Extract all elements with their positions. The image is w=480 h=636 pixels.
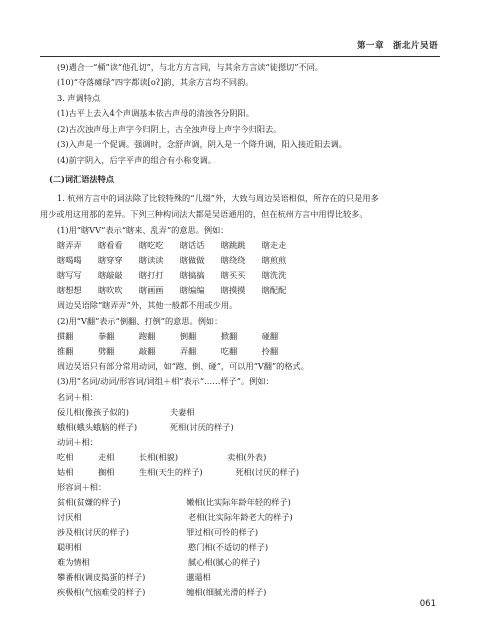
text-line: 推翻 劈翻 敲翻 弄翻 吃翻 拎翻 <box>57 346 279 356</box>
text-line: 掼翻 拳翻 跑翻 倒翻 掀翻 碰翻 <box>57 331 279 341</box>
page-number: 061 <box>419 599 436 609</box>
text-line: 贫相(贫嫌的样子) 嫩相(比实际年龄年轻的样子) <box>57 497 291 507</box>
text-line: 1. 杭州方言中的词法除了比较特殊的“儿缀”外，大致与周边吴语相似，所存在的只是用多 <box>57 193 379 203</box>
text-line: 攀番相(调皮捣蛋的样子) 邋遢相 <box>57 572 211 582</box>
section-heading: (二)词汇语法特点 <box>49 174 115 184</box>
text-line: (3)用“名词/动词/形容词/词组＋相”表示“……样子”。例如： <box>57 376 274 386</box>
text-line: 疾极相(气恼难受的样子) 缠相(细腻光滑的样子) <box>57 587 267 597</box>
text-line: (2)古次浊声母上声字今归阴上，古全浊声母上声字今归阳去。 <box>57 124 282 134</box>
text-line: 蛾相(蛾头蛾脑的样子) 死相(讨厌的样子) <box>57 422 234 432</box>
text-line: 瞎想想 瞎吹吹 瞎画画 瞎编编 瞎摸摸 瞎配配 <box>57 285 287 295</box>
text-line: 动词＋相： <box>57 437 98 447</box>
text-line: (1)古平上去入4个声调基本依古声母的清浊各分阴阳。 <box>57 108 254 118</box>
text-line: 用少或用这用那的差异。下列三种构词法大都是吴语通用的，但在杭州方言中用得比较多。 <box>40 209 368 219</box>
text-line: (9)遇合一“桶”读“他孔切”，与北方方言同，与其余方言读“徒摁切”不同。 <box>57 62 323 72</box>
text-line: 3. 声调特点 <box>57 93 101 103</box>
text-line: 吃相 走相 长相(相貌) 卖相(外表) <box>57 452 267 462</box>
text-line: 讨厌相 老相(比实际年龄老大的样子) <box>57 512 293 522</box>
text-line: 周边吴语除“瞎弄弄”外，其他一般都不用或少用。 <box>57 300 238 310</box>
text-line: (10)“夺落瘫绿”四字都读[oʔ]韵，其余方言均不同韵。 <box>57 77 254 87</box>
text-line: 瞎喝喝 瞎穿穿 瞎读读 瞎做做 瞎绕绕 瞎煎煎 <box>57 255 287 265</box>
text-line: 姑相 搁相 生相(天生的样子) 死相(讨厌的样子) <box>57 467 300 477</box>
text-line: 周边吴语只有部分常用动词，如“跑、倒、碰”，可以用“V翻”的格式。 <box>57 361 309 371</box>
text-line: (2)用“V翻”表示“倒翻、打倒”的意思。例如： <box>57 316 223 326</box>
text-line: 瞎写写 瞎敲敲 瞎打打 瞎搞搞 瞎买买 瞎洗洗 <box>57 270 287 280</box>
text-line: 难为情相 腻心相(腻心的样子) <box>57 557 260 567</box>
text-line: 形容词＋相： <box>57 482 107 492</box>
text-line: 涉及相(讨厌的样子) 罪过相(可怜的样子) <box>57 527 259 537</box>
text-line: 瞎弄弄 瞎看看 瞎吃吃 瞎话话 瞎跳跳 瞎走走 <box>57 240 287 250</box>
text-line: (3)入声是一个促调。强调时，念舒声调，阴入是一个降升调，阳入接近阳去调。 <box>57 139 347 149</box>
text-line: 名词＋相： <box>57 392 98 402</box>
text-line: 佞儿相(像孩子似的) 夫妻相 <box>57 407 195 417</box>
text-line: (1)用“瞎VV”表示“瞎来、乱弄”的意思。例如： <box>57 225 229 235</box>
text-line: (4)前字阴入，后字平声的组合有小称变调。 <box>57 155 216 165</box>
chapter-title: 第一章 浙北片吴语 <box>356 41 438 51</box>
text-line: 聪明相 憨门相(不适切的样子) <box>57 542 269 552</box>
